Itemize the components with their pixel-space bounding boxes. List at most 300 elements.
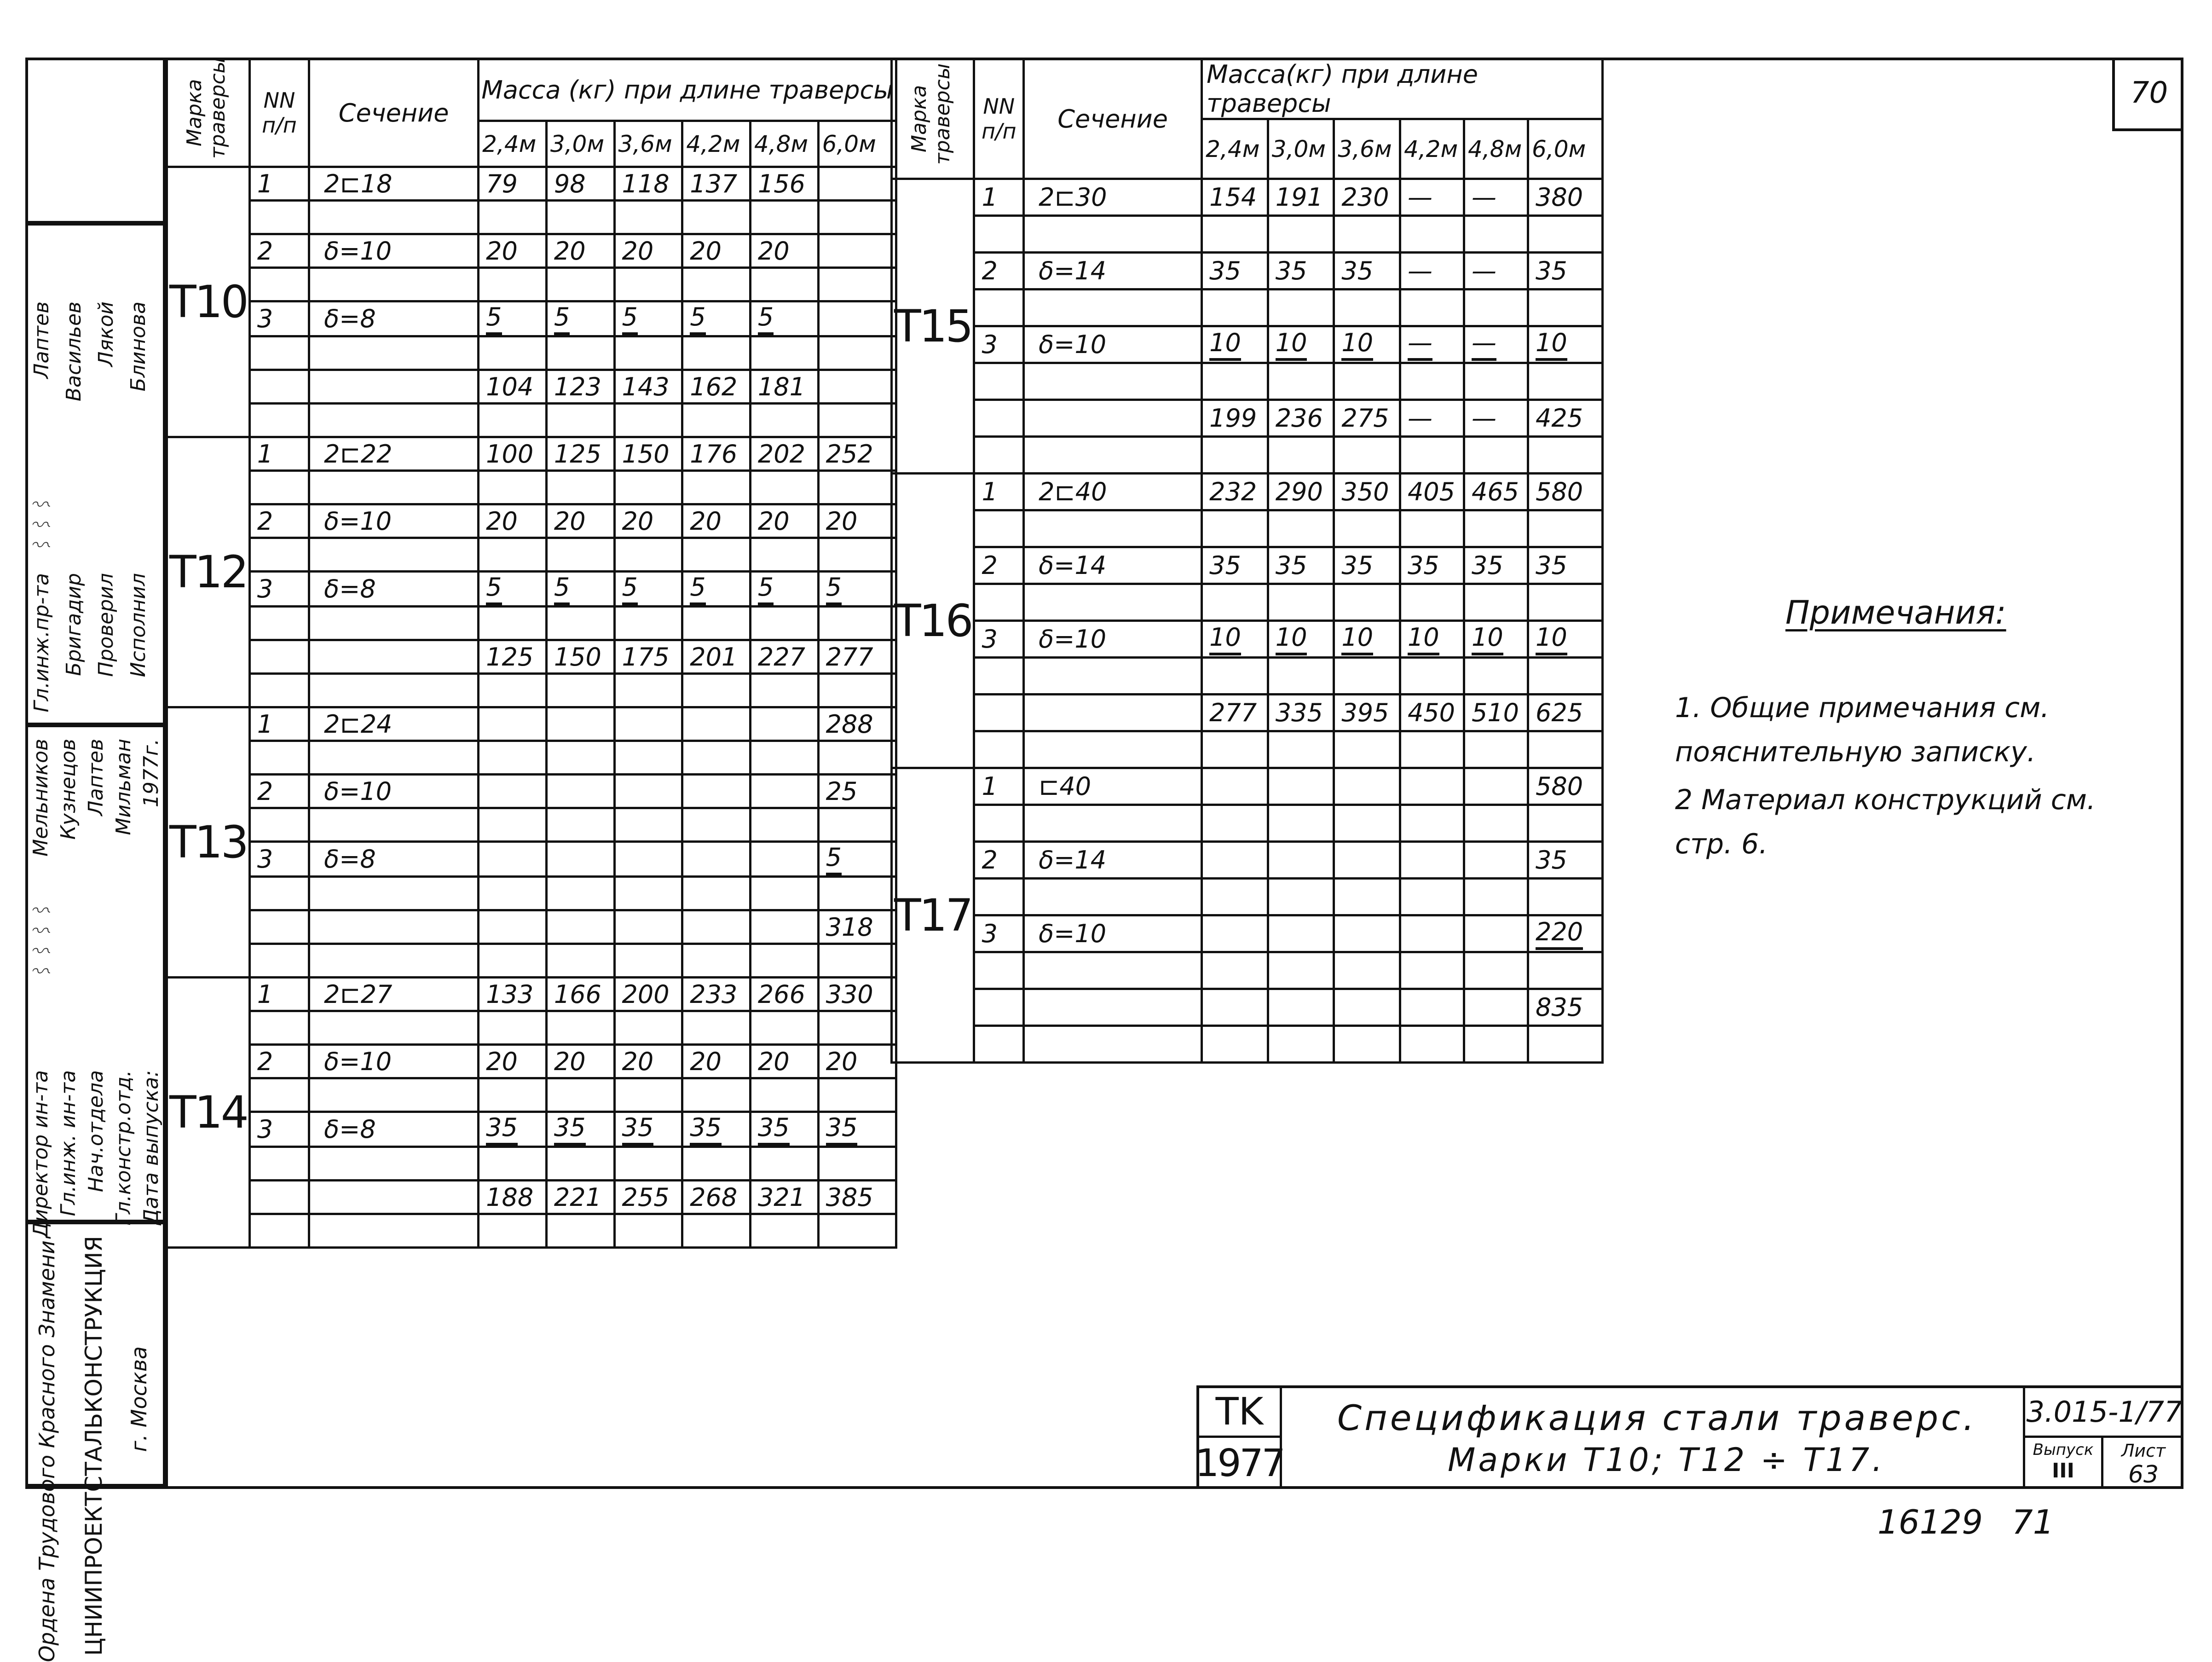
sidebar-role2-name-1: Васильев: [62, 301, 86, 401]
left-table-row: [167, 808, 896, 842]
left-table-row: [167, 201, 896, 234]
left-mass-cell: [750, 1112, 818, 1147]
left-empty-cell: [479, 1011, 547, 1045]
right-table-row: [892, 253, 1603, 290]
right-mass-cell: [1334, 474, 1400, 510]
left-empty-cell: [818, 201, 896, 234]
left-empty-cell: [750, 808, 818, 842]
right-header-mass-title: Масса(кг) при длине траверсы: [1202, 59, 1603, 119]
sidebar-top-block: [25, 58, 165, 223]
left-table-row: [167, 1045, 896, 1078]
left-mass-value: 20: [486, 1047, 518, 1076]
left-mass-value: 252: [826, 439, 873, 469]
left-empty-cell: [546, 1214, 614, 1248]
left-item-number: 2: [249, 1045, 309, 1078]
left-empty-cell: [249, 640, 309, 674]
right-table-row: [892, 290, 1603, 326]
right-mass-cell: [1334, 915, 1400, 952]
right-empty-cell: [1268, 952, 1334, 989]
sidebar-role-name-3: Мильман: [112, 739, 135, 835]
left-empty-cell: [682, 336, 751, 370]
left-empty-cell: [249, 370, 309, 404]
right-total-cell: [1528, 695, 1602, 731]
right-total-cell: [1334, 989, 1400, 1026]
left-header-section: Сечение: [309, 59, 479, 167]
left-empty-cell: [249, 1214, 309, 1248]
left-total-cell: [750, 1181, 818, 1214]
right-table-body: [892, 179, 1603, 1063]
right-mass-value: 35: [1209, 551, 1241, 580]
right-total-value: 450: [1407, 698, 1455, 727]
left-mass-value: 233: [690, 979, 738, 1009]
left-mass-cell: [750, 842, 818, 877]
left-empty-cell: [818, 471, 896, 504]
left-mass-cell: [614, 775, 682, 808]
right-empty-cell: [974, 510, 1024, 547]
left-total-cell: [479, 1181, 547, 1214]
left-mass-value: 79: [486, 169, 518, 198]
left-mark-cell: T12: [167, 437, 250, 707]
left-mass-cell: [750, 707, 818, 741]
left-mass-cell: [818, 572, 896, 607]
left-mass-cell: [750, 572, 818, 607]
left-mass-value: 118: [622, 169, 670, 198]
left-empty-cell: [249, 336, 309, 370]
left-total-value: 255: [622, 1182, 670, 1212]
right-mass-value: 10: [1408, 623, 1439, 655]
title-line-1: Спецификация стали траверс.: [1337, 1397, 1977, 1438]
right-mass-value: 580: [1535, 772, 1583, 801]
left-empty-cell: [750, 268, 818, 301]
left-section-cell: δ=8: [309, 1112, 479, 1147]
title-year: 1977: [1195, 1442, 1284, 1485]
left-empty-cell: [682, 1011, 751, 1045]
right-mass-cell: [1202, 621, 1268, 658]
left-header-length-3: 4,2м: [682, 121, 751, 167]
left-empty-cell: [546, 201, 614, 234]
left-mass-value: 176: [690, 439, 738, 469]
left-empty-cell: [818, 808, 896, 842]
left-empty-cell: [479, 808, 547, 842]
right-section-cell: 2⊏40: [1024, 474, 1202, 510]
left-mass-value: 20: [622, 236, 654, 266]
left-empty-cell: [309, 1078, 479, 1112]
right-empty-cell: [1464, 510, 1528, 547]
left-mass-value: 266: [757, 979, 805, 1009]
right-empty-cell: [1024, 952, 1202, 989]
left-item-number: 3: [249, 842, 309, 877]
right-mass-value: —: [1407, 256, 1432, 285]
left-empty-cell: [750, 1147, 818, 1181]
left-total-cell: [614, 910, 682, 944]
left-item-number: 2: [249, 234, 309, 268]
right-mass-value: —: [1471, 183, 1496, 212]
left-empty-cell: [249, 1078, 309, 1112]
right-empty-cell: [1268, 584, 1334, 621]
left-mass-value: 20: [690, 506, 722, 536]
right-empty-cell: [974, 805, 1024, 842]
left-empty-cell: [614, 808, 682, 842]
right-mass-cell: [1464, 768, 1528, 805]
right-header-length-4: 4,8м: [1464, 119, 1528, 179]
left-empty-cell: [309, 336, 479, 370]
right-header-length-2: 3,6м: [1334, 119, 1400, 179]
left-mass-value: 166: [554, 979, 601, 1009]
right-total-value: 625: [1535, 698, 1583, 727]
right-mass-value: 380: [1535, 183, 1583, 212]
left-mass-cell: [818, 301, 896, 336]
right-empty-cell: [1202, 510, 1268, 547]
right-table-row: [892, 510, 1603, 547]
bottom-stamp: 16129 71: [1877, 1503, 2054, 1541]
right-mass-cell: [1464, 621, 1528, 658]
right-total-value: —: [1407, 404, 1432, 433]
left-table-row: [167, 877, 896, 910]
right-table-row: [892, 805, 1603, 842]
left-mass-value: 5: [486, 302, 502, 335]
left-table-row: [167, 268, 896, 301]
left-empty-cell: [750, 336, 818, 370]
left-table-body: [167, 167, 896, 1248]
right-empty-cell: [974, 363, 1024, 400]
left-total-value: 123: [554, 372, 601, 401]
left-mark-cell: T10: [167, 167, 250, 437]
left-empty-cell: [818, 877, 896, 910]
right-empty-cell: [1400, 216, 1464, 253]
right-mass-value: 10: [1536, 623, 1567, 655]
right-empty-cell: [1400, 363, 1464, 400]
right-empty-cell: [974, 437, 1024, 474]
sidebar-role2-name-0: Лаптев: [30, 301, 53, 379]
right-empty-cell: [1202, 805, 1268, 842]
right-mass-value: 35: [1275, 551, 1307, 580]
right-mass-cell: [1528, 842, 1602, 879]
right-empty-cell: [1268, 437, 1334, 474]
right-empty-cell: [1400, 658, 1464, 695]
sidebar-org-line-0: Ордена Трудового Красного Знамени: [35, 1240, 59, 1662]
left-empty-cell: [750, 944, 818, 978]
note-item-2: 2 Материал конструкций см. стр. 6.: [1675, 784, 2096, 860]
right-mass-cell: [1202, 253, 1268, 290]
left-mass-value: 5: [622, 573, 638, 605]
right-empty-cell: [1202, 216, 1268, 253]
left-mass-cell: [818, 842, 896, 877]
right-mass-cell: [1464, 547, 1528, 584]
right-mass-value: 35: [1341, 256, 1374, 285]
left-empty-cell: [249, 538, 309, 572]
left-mass-value: 5: [486, 573, 502, 605]
right-empty-cell: [1024, 695, 1202, 731]
title-block-year-cell: [1195, 1438, 1284, 1489]
right-mass-cell: [1268, 842, 1334, 879]
left-mass-value: 288: [826, 709, 873, 739]
right-mass-value: 290: [1275, 477, 1323, 506]
left-mass-value: 202: [757, 439, 805, 469]
left-empty-cell: [249, 674, 309, 707]
left-table-row: [167, 741, 896, 775]
right-empty-cell: [1334, 584, 1400, 621]
left-empty-cell: [479, 944, 547, 978]
doc-number: 3.015-1/77: [2026, 1395, 2183, 1429]
right-mass-cell: [1528, 474, 1602, 510]
right-section-cell: 2⊏30: [1024, 179, 1202, 216]
left-section-cell: δ=8: [309, 572, 479, 607]
right-table-row: [892, 879, 1603, 915]
right-empty-cell: [974, 952, 1024, 989]
right-section-cell: δ=14: [1024, 842, 1202, 879]
left-empty-cell: [546, 741, 614, 775]
right-empty-cell: [1464, 216, 1528, 253]
left-mass-cell: [818, 504, 896, 538]
left-item-number: 1: [249, 707, 309, 741]
left-empty-cell: [614, 1078, 682, 1112]
org-code: TK: [1215, 1390, 1264, 1434]
right-mass-value: 465: [1471, 477, 1519, 506]
right-mass-value: 350: [1341, 477, 1389, 506]
left-item-number: 1: [249, 167, 309, 201]
left-table-row: [167, 471, 896, 504]
left-mass-cell: [682, 775, 751, 808]
right-mass-cell: [1464, 326, 1528, 363]
right-mass-value: 35: [1341, 551, 1374, 580]
right-empty-cell: [1334, 216, 1400, 253]
left-mass-value: 5: [826, 573, 842, 605]
right-empty-cell: [1464, 290, 1528, 326]
right-mass-cell: [1202, 326, 1268, 363]
right-mass-value: 10: [1209, 328, 1241, 361]
left-empty-cell: [818, 538, 896, 572]
left-mass-value: 35: [554, 1113, 586, 1146]
left-mass-cell: [818, 775, 896, 808]
left-empty-cell: [750, 404, 818, 437]
left-total-cell: [546, 640, 614, 674]
right-mass-cell: [1464, 179, 1528, 216]
left-section-cell: 2⊏22: [309, 437, 479, 471]
right-table-row: [892, 768, 1603, 805]
right-empty-cell: [1464, 1026, 1528, 1063]
left-empty-cell: [682, 404, 751, 437]
left-mass-cell: [546, 707, 614, 741]
sidebar-role-2: Нач.отдела: [84, 1070, 108, 1193]
left-header-nn: NN п/п: [249, 59, 309, 167]
left-mass-cell: [479, 1112, 547, 1147]
left-total-cell: [818, 640, 896, 674]
right-mass-cell: [1334, 621, 1400, 658]
right-total-cell: [1464, 989, 1528, 1026]
left-empty-cell: [249, 1147, 309, 1181]
left-empty-cell: [249, 607, 309, 640]
right-empty-cell: [1528, 731, 1602, 768]
left-total-cell: [682, 370, 751, 404]
right-mass-cell: [1334, 179, 1400, 216]
right-empty-cell: [1400, 879, 1464, 915]
left-empty-cell: [479, 741, 547, 775]
right-empty-cell: [1202, 952, 1268, 989]
left-total-cell: [818, 370, 896, 404]
right-total-value: 275: [1341, 404, 1389, 433]
right-empty-cell: [974, 584, 1024, 621]
left-total-cell: [818, 910, 896, 944]
issue-value: III: [2051, 1459, 2075, 1482]
title-block-sheet-cell: [2103, 1438, 2183, 1489]
right-mass-value: 580: [1535, 477, 1583, 506]
right-mass-cell: [1268, 915, 1334, 952]
right-empty-cell: [974, 216, 1024, 253]
left-empty-cell: [546, 336, 614, 370]
left-mass-cell: [818, 1045, 896, 1078]
left-empty-cell: [614, 404, 682, 437]
left-mass-cell: [479, 504, 547, 538]
right-empty-cell: [1202, 363, 1268, 400]
left-empty-cell: [750, 201, 818, 234]
right-total-cell: [1202, 989, 1268, 1026]
left-mass-cell: [546, 978, 614, 1011]
left-empty-cell: [546, 1011, 614, 1045]
left-mass-value: 5: [758, 302, 774, 335]
left-item-number: 2: [249, 504, 309, 538]
left-total-cell: [750, 910, 818, 944]
right-total-value: 425: [1535, 404, 1583, 433]
right-header-mark-text: Марка траверсы: [907, 63, 955, 165]
right-mass-value: 35: [1535, 551, 1567, 580]
right-mass-value: 10: [1276, 623, 1307, 655]
right-mass-value: 35: [1209, 256, 1241, 285]
right-empty-cell: [1024, 658, 1202, 695]
right-mass-cell: [1464, 915, 1528, 952]
right-empty-cell: [1202, 879, 1268, 915]
left-total-cell: [546, 1181, 614, 1214]
right-table-row: [892, 731, 1603, 768]
left-mass-value: 5: [826, 843, 842, 875]
left-mass-cell: [614, 572, 682, 607]
right-empty-cell: [1024, 290, 1202, 326]
right-empty-cell: [1528, 952, 1602, 989]
right-table-row: [892, 915, 1603, 952]
left-mass-value: 20: [690, 1047, 722, 1076]
right-mass-cell: [1202, 842, 1268, 879]
left-mass-cell: [682, 504, 751, 538]
left-mass-cell: [682, 707, 751, 741]
left-total-cell: [614, 1181, 682, 1214]
left-item-number: 3: [249, 1112, 309, 1147]
right-total-cell: [1464, 400, 1528, 437]
sidebar-role2-name-3: Блинова: [127, 301, 150, 392]
left-empty-cell: [682, 808, 751, 842]
left-mass-cell: [750, 301, 818, 336]
left-table-row: [167, 775, 896, 808]
right-section-cell: δ=14: [1024, 253, 1202, 290]
right-mass-value: 220: [1536, 917, 1583, 950]
right-empty-cell: [1400, 731, 1464, 768]
left-empty-cell: [479, 674, 547, 707]
right-empty-cell: [1024, 363, 1202, 400]
right-empty-cell: [1024, 400, 1202, 437]
right-empty-cell: [1024, 216, 1202, 253]
right-empty-cell: [1202, 658, 1268, 695]
left-total-cell: [682, 1181, 751, 1214]
left-section-cell: δ=10: [309, 1045, 479, 1078]
left-mass-cell: [818, 234, 896, 268]
right-mass-value: —: [1471, 256, 1496, 285]
title-block-docnum-cell: [2023, 1388, 2183, 1438]
right-table-row: [892, 326, 1603, 363]
right-empty-cell: [1334, 879, 1400, 915]
left-header-length-0: 2,4м: [479, 121, 547, 167]
right-mass-cell: [1528, 547, 1602, 584]
left-mass-value: 100: [486, 439, 534, 469]
left-item-number: 3: [249, 301, 309, 336]
left-total-cell: [750, 640, 818, 674]
right-empty-cell: [1334, 731, 1400, 768]
right-mass-cell: [1400, 253, 1464, 290]
left-header-mass-title: Масса (кг) при длине траверсы: [479, 59, 896, 121]
left-empty-cell: [614, 336, 682, 370]
right-empty-cell: [974, 879, 1024, 915]
left-table-row: [167, 1147, 896, 1181]
note-item-1: 1. Общие примечания см. пояснительную записку.: [1675, 692, 2050, 768]
left-mass-cell: [479, 978, 547, 1011]
right-total-cell: [1528, 400, 1602, 437]
left-table-row: [167, 336, 896, 370]
left-empty-cell: [682, 268, 751, 301]
sidebar-role-name-0: Мельников: [29, 739, 52, 857]
right-mass-cell: [1528, 621, 1602, 658]
right-mass-cell: [1528, 179, 1602, 216]
left-empty-cell: [249, 404, 309, 437]
right-item-number: 2: [974, 547, 1024, 584]
right-empty-cell: [1334, 437, 1400, 474]
left-total-value: 150: [554, 642, 601, 672]
left-empty-cell: [309, 370, 479, 404]
left-empty-cell: [818, 674, 896, 707]
left-empty-cell: [546, 1147, 614, 1181]
left-mass-value: 133: [486, 979, 534, 1009]
right-mass-cell: [1334, 547, 1400, 584]
sidebar-role2-0: Гл.инж.пр-та: [30, 573, 53, 712]
left-empty-cell: [750, 607, 818, 640]
sheet-value: 63: [2128, 1461, 2159, 1488]
sidebar-role2-3: Исполнил: [127, 573, 150, 678]
right-mass-cell: [1268, 179, 1334, 216]
left-mass-cell: [614, 842, 682, 877]
right-empty-cell: [1024, 584, 1202, 621]
left-mass-cell: [750, 504, 818, 538]
left-empty-cell: [682, 944, 751, 978]
left-table-row: [167, 1181, 896, 1214]
right-empty-cell: [974, 731, 1024, 768]
right-mass-cell: [1268, 253, 1334, 290]
left-mass-cell: [479, 1045, 547, 1078]
right-table-row: [892, 952, 1603, 989]
right-mass-cell: [1528, 326, 1602, 363]
right-total-value: —: [1471, 404, 1496, 433]
right-empty-cell: [1528, 584, 1602, 621]
left-empty-cell: [682, 741, 751, 775]
right-mass-value: 232: [1209, 477, 1257, 506]
right-mass-cell: [1268, 768, 1334, 805]
left-empty-cell: [614, 877, 682, 910]
left-empty-cell: [614, 268, 682, 301]
right-empty-cell: [1268, 731, 1334, 768]
right-mass-cell: [1528, 915, 1602, 952]
right-item-number: 1: [974, 768, 1024, 805]
right-table-row: [892, 547, 1603, 584]
left-empty-cell: [546, 268, 614, 301]
left-empty-cell: [309, 944, 479, 978]
left-mass-cell: [479, 301, 547, 336]
left-total-value: 318: [826, 912, 873, 942]
right-empty-cell: [1464, 879, 1528, 915]
